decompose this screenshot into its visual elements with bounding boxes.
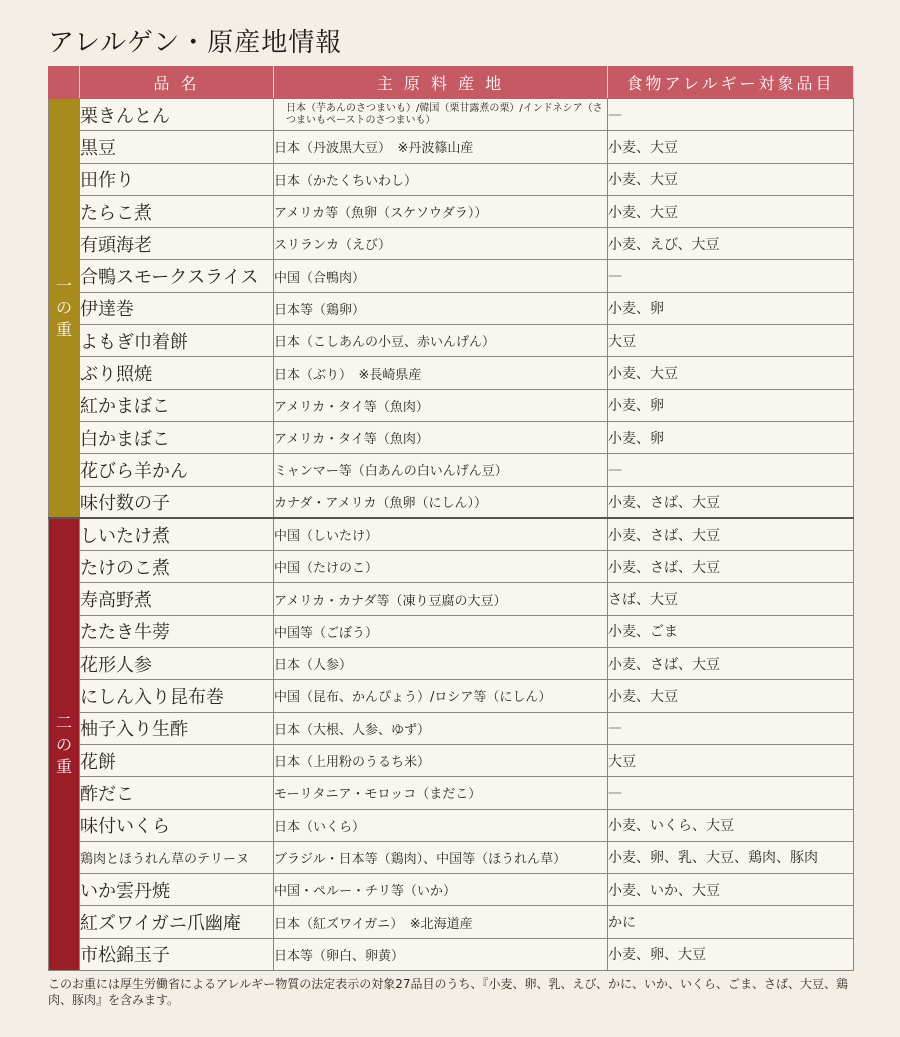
item-name: 花びら羊かん [80,454,274,486]
item-origin: 日本（こしあんの小豆、赤いんげん） [274,325,608,357]
item-origin: 中国（合鴨肉） [274,260,608,292]
item-allergens: — [608,454,854,486]
item-allergens: 小麦、大豆 [608,195,854,227]
item-name: 酢だこ [80,777,274,809]
header-name: 品 名 [80,67,274,99]
table-row [49,518,854,550]
header-allergy: 食物アレルギー対象品目 [608,67,854,99]
table-row [49,163,854,195]
item-origin: アメリカ等（魚卵（スケソウダラ）） [274,195,608,227]
section-label-ichi-no-ju [49,99,80,519]
item-origin: 日本等（卵白、卵黄） [274,938,608,970]
item-name: 味付いくら [80,809,274,841]
item-origin: 日本（ぶり） ※長崎県産 [274,357,608,389]
item-name: 味付数の子 [80,486,274,518]
item-name: 有頭海老 [80,228,274,260]
item-origin: 中国（たけのこ） [274,551,608,583]
item-name: よもぎ巾着餅 [80,325,274,357]
item-name: 伊達巻 [80,292,274,324]
table-row [49,131,854,163]
table-row [49,195,854,227]
table-body [49,99,854,971]
table-row [49,357,854,389]
item-origin: 中国（昆布、かんぴょう）/ロシア等（にしん） [274,680,608,712]
item-name: たたき牛蒡 [80,615,274,647]
table-row [49,454,854,486]
item-origin: アメリカ・タイ等（魚肉） [274,389,608,421]
item-origin: 日本（紅ズワイガニ） ※北海道産 [274,906,608,938]
item-allergens: さば、大豆 [608,583,854,615]
footnote: このお重には厚生労働省によるアレルギー物質の法定表示の対象27品目のうち、『小麦、卵、乳、えび、かに、いか、いくら、ごま、さば、大豆、鶏肉、豚肉』を含みます。 [48,977,849,1007]
item-origin: 日本（丹波黒大豆） ※丹波篠山産 [274,131,608,163]
item-name: 白かまぼこ [80,421,274,453]
item-name: 柚子入り生酢 [80,712,274,744]
item-origin: 日本等（鶏卵） [274,292,608,324]
item-name: 花形人参 [80,648,274,680]
section-label-char: 重 [55,756,72,776]
item-allergens: — [608,712,854,744]
header-section-cell [49,67,80,99]
item-origin: アメリカ・タイ等（魚肉） [274,421,608,453]
item-allergens: — [608,99,854,131]
table-row [49,648,854,680]
item-allergens: — [608,777,854,809]
item-allergens: 小麦、えび、大豆 [608,228,854,260]
table-row [49,874,854,906]
table-row [49,228,854,260]
item-origin: ミャンマー等（白あんの白いんげん豆） [274,454,608,486]
item-origin: ブラジル・日本等（鶏肉）、中国等（ほうれん草） [274,841,608,873]
page-title: アレルゲン・原産地情報 [48,28,343,58]
table-header-row [49,67,854,99]
item-name: 鶏肉とほうれん草のテリーヌ [80,841,274,873]
table-row [49,99,854,131]
item-origin: 日本（上用粉のうるち米） [274,744,608,776]
header-origin: 主 原 料 産 地 [274,67,608,99]
item-name: 紅ズワイガニ爪幽庵 [80,906,274,938]
item-origin: 中国等（ごぼう） [274,615,608,647]
item-origin: 日本（大根、人参、ゆず） [274,712,608,744]
item-name: たらこ煮 [80,195,274,227]
item-allergens: 小麦、卵 [608,292,854,324]
item-allergens: 小麦、いくら、大豆 [608,809,854,841]
item-origin: 中国・ペルー・チリ等（いか） [274,874,608,906]
table-row [49,777,854,809]
item-allergens: 小麦、大豆 [608,357,854,389]
table-row [49,938,854,970]
table-row [49,615,854,647]
table-row [49,680,854,712]
item-allergens: 小麦、卵 [608,389,854,421]
table-row [49,389,854,421]
item-allergens: 小麦、大豆 [608,163,854,195]
table-row [49,841,854,873]
section-label-char: 重 [55,320,72,340]
item-origin: モーリタニア・モロッコ（まだこ） [274,777,608,809]
item-origin: 日本（芋あんのさつまいも）/韓国（栗甘露煮の栗）/インドネシア（さつまいもペーストのさつまいも） [274,99,608,131]
section-label-char: の [55,298,72,318]
item-origin: 日本（いくら） [274,809,608,841]
item-allergens: 小麦、卵、乳、大豆、鶏肉、豚肉 [608,841,854,873]
item-origin: 日本（かたくちいわし） [274,163,608,195]
table-row [49,421,854,453]
item-name: 紅かまぼこ [80,389,274,421]
item-name: 寿高野煮 [80,583,274,615]
item-name: 市松錦玉子 [80,938,274,970]
table-row [49,292,854,324]
item-name: 栗きんとん [80,99,274,131]
item-allergens: — [608,260,854,292]
item-name: ぶり照焼 [80,357,274,389]
section-label-char: 一 [55,276,72,296]
section-label-ni-no-ju [49,518,80,970]
item-allergens: 小麦、さば、大豆 [608,518,854,550]
item-origin: アメリカ・カナダ等（凍り豆腐の大豆） [274,583,608,615]
table-row [49,744,854,776]
item-origin: 中国（しいたけ） [274,518,608,550]
item-allergens: 小麦、大豆 [608,131,854,163]
item-origin: スリランカ（えび） [274,228,608,260]
section-label-char: 二 [55,712,72,732]
item-name: 合鴨スモークスライス [80,260,274,292]
item-name: 田作り [80,163,274,195]
item-name: しいたけ煮 [80,518,274,550]
table-row [49,260,854,292]
table-row [49,712,854,744]
item-name: 花餅 [80,744,274,776]
item-allergens: 小麦、ごま [608,615,854,647]
item-allergens: 小麦、さば、大豆 [608,486,854,518]
table-row [49,325,854,357]
item-allergens: 小麦、卵、大豆 [608,938,854,970]
item-allergens: 大豆 [608,325,854,357]
item-origin: 日本（人参） [274,648,608,680]
item-origin: カナダ・アメリカ（魚卵（にしん）） [274,486,608,518]
allergen-table [48,66,854,971]
item-allergens: 小麦、大豆 [608,680,854,712]
item-allergens: 小麦、さば、大豆 [608,648,854,680]
item-allergens: 大豆 [608,744,854,776]
item-allergens: 小麦、卵 [608,421,854,453]
item-name: いか雲丹焼 [80,874,274,906]
table-row [49,551,854,583]
item-name: たけのこ煮 [80,551,274,583]
table-row [49,583,854,615]
item-name: 黒豆 [80,131,274,163]
table-row [49,809,854,841]
table-row [49,486,854,518]
section-label-char: の [55,734,72,754]
table-row [49,906,854,938]
item-allergens: 小麦、さば、大豆 [608,551,854,583]
item-allergens: 小麦、いか、大豆 [608,874,854,906]
item-name: にしん入り昆布巻 [80,680,274,712]
item-allergens: かに [608,906,854,938]
